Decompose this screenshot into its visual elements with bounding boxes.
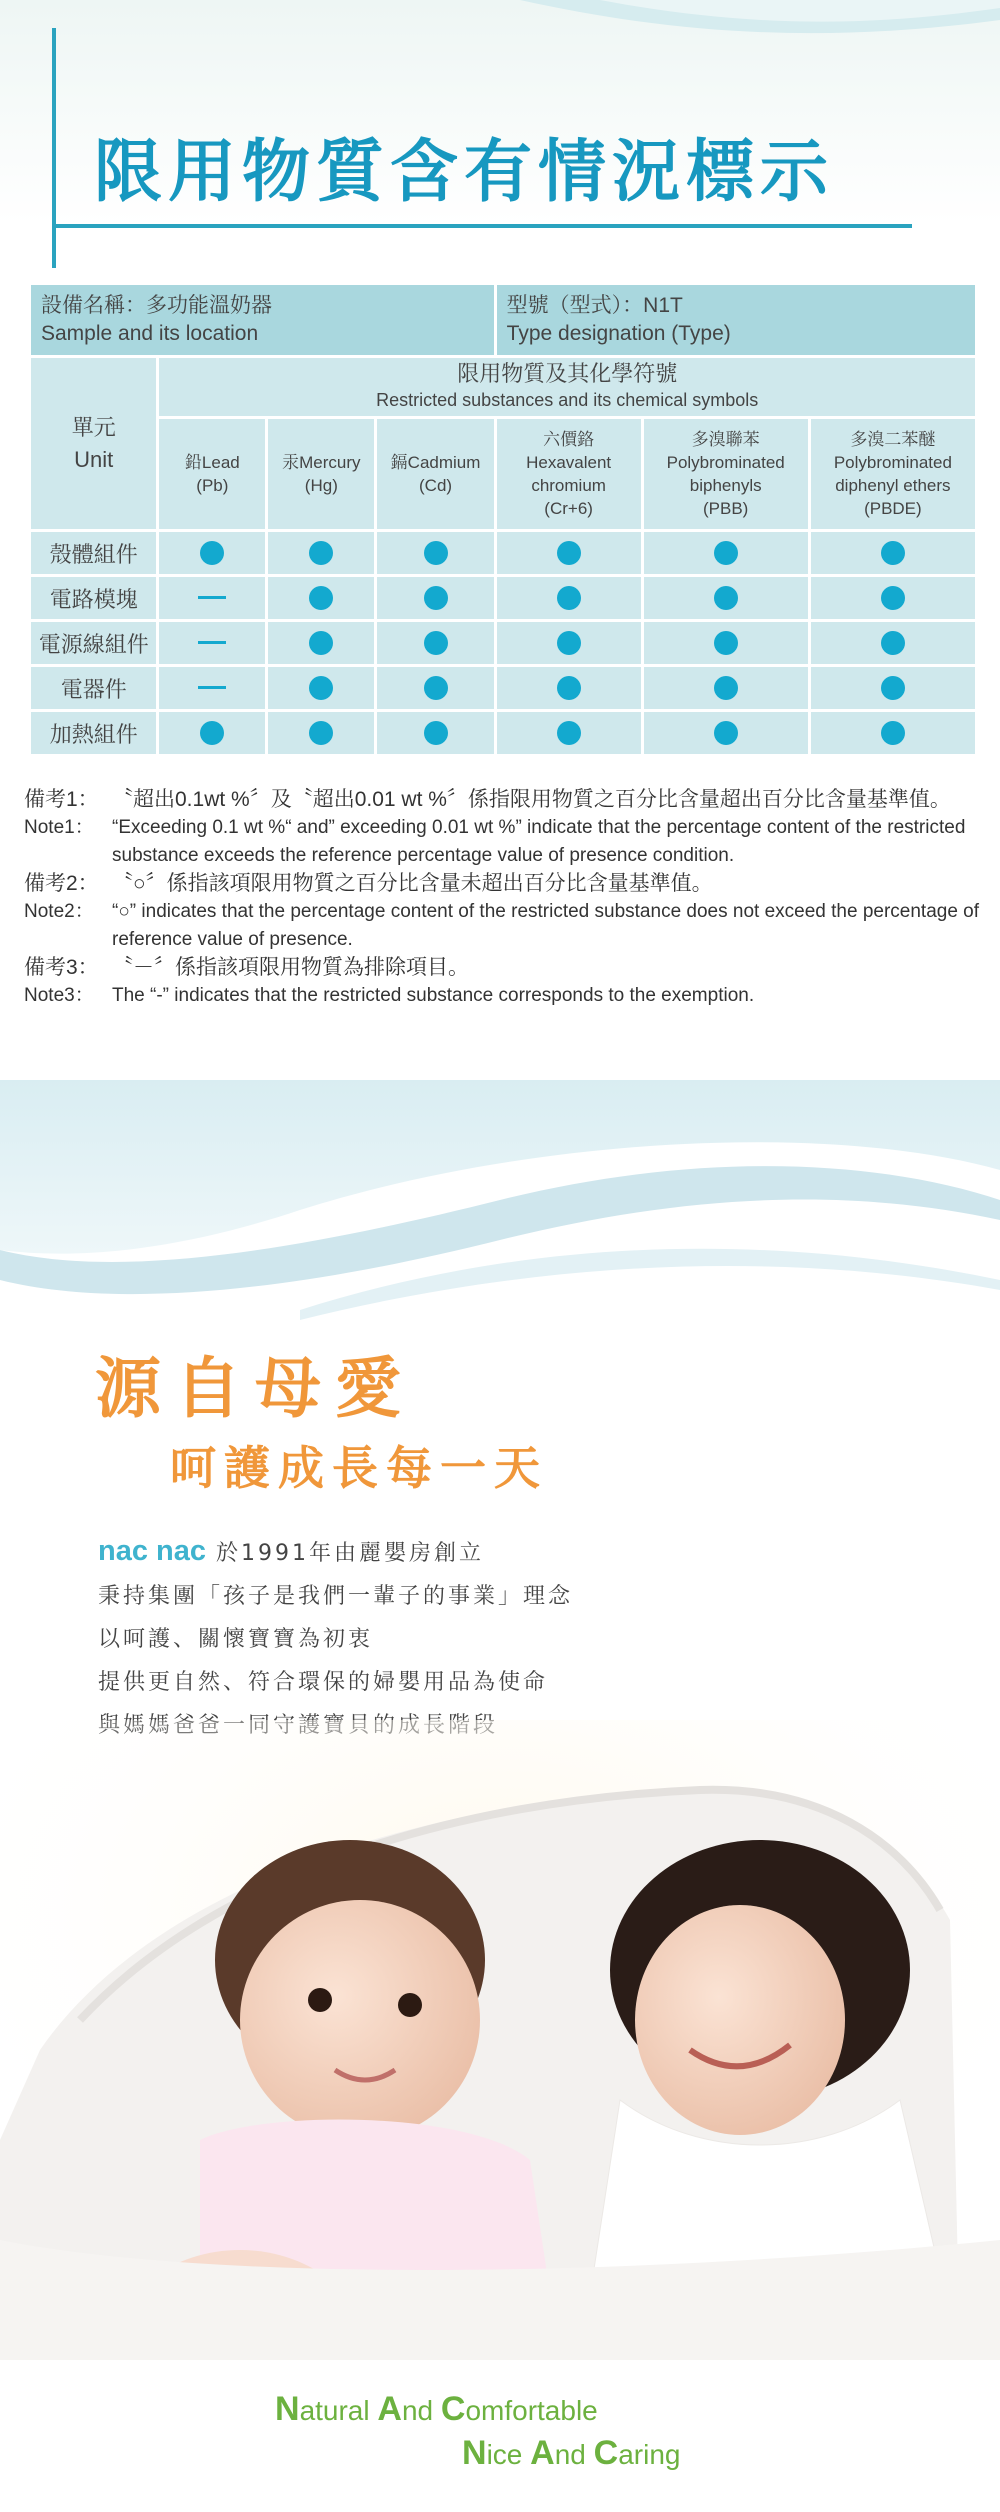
circle-mark-icon (424, 676, 448, 700)
col-pbb-l2: Polybrominated (666, 453, 785, 472)
note3-zh (24, 954, 984, 982)
tag1-n: N (275, 2390, 300, 2428)
table-cell (268, 577, 374, 619)
table-cell (377, 577, 493, 619)
dash-mark-icon (198, 596, 226, 599)
note1-zh-label: 備考1： (24, 788, 99, 811)
title-vertical-line (52, 28, 56, 268)
col-chromium-l3: chromium (531, 476, 606, 495)
col-pbb-l3: biphenyls (689, 476, 762, 495)
title-frame (52, 28, 912, 268)
note2-zh-text: 〝○〞係指該項限用物質之百分比含量未超出百分比含量基準值。 (112, 872, 713, 895)
table-cell (497, 532, 641, 574)
col-lead-l1: 鉛Lead (184, 453, 240, 472)
table-cell (497, 622, 641, 664)
note2-zh (24, 870, 984, 898)
table-cell (268, 622, 374, 664)
circle-mark-icon (881, 676, 905, 700)
circle-mark-icon (200, 541, 224, 565)
col-pbde-l1: 多溴二苯醚 (850, 430, 936, 449)
dash-mark-icon (198, 686, 226, 689)
page-title: 限用物質含有情況標示 (94, 133, 835, 212)
col-pbb-l1: 多溴聯苯 (691, 430, 760, 449)
promo-headline: 源自母愛 (95, 1350, 415, 1427)
tag2-word3: aring (618, 2439, 681, 2470)
note1-en-label: Note1： (24, 817, 94, 838)
device-name-en: Sample and its location (41, 322, 259, 345)
col-pbde-l3: diphenyl ethers (835, 476, 951, 495)
circle-mark-icon (200, 721, 224, 745)
circle-mark-icon (424, 541, 448, 565)
intro-line-3: 以呵護、關懷寶寶為初衷 (98, 1627, 374, 1652)
col-chromium-l1: 六價鉻 (543, 430, 595, 449)
substance-group-zh: 限用物質及其化學符號 (457, 361, 678, 386)
circle-mark-icon (714, 631, 738, 655)
table-cell (159, 532, 265, 574)
col-header-chromium (497, 419, 641, 529)
circle-mark-icon (714, 676, 738, 700)
col-header-cadmium (377, 419, 493, 529)
col-header-lead (159, 419, 265, 529)
device-model-cell (497, 285, 975, 355)
tag2-a: A (530, 2434, 555, 2472)
row-label: 電器件 (31, 667, 156, 709)
title-underline (52, 224, 912, 228)
note2-en-text: “○” indicates that the percentage content of the restricted substance does not exceed the percentage of reference value of presence. (112, 901, 980, 950)
brand-intro (98, 1530, 573, 1747)
circle-mark-icon (714, 541, 738, 565)
col-lead-l2: (Pb) (196, 476, 229, 495)
tag2-word2: nd (554, 2439, 594, 2470)
table-cell (644, 577, 808, 619)
table-row (31, 622, 975, 664)
col-cadmium-l2: (Cd) (419, 476, 453, 495)
tag2-n: N (462, 2434, 487, 2472)
table-cell (811, 532, 975, 574)
table-cell (377, 622, 493, 664)
row-label: 電源線組件 (31, 622, 156, 664)
circle-mark-icon (424, 721, 448, 745)
promo-subheadline: 呵護成長每一天 (170, 1441, 548, 1495)
note1-zh-text: 〝超出0.1wt %〞及〝超出0.01 wt %〞係指限用物質之百分比含量超出百分比含量基準值。 (112, 788, 951, 811)
note3-zh-text: 〝－〞係指該項限用物質為排除項目。 (112, 956, 469, 979)
table-cell (811, 667, 975, 709)
table-row (31, 532, 975, 574)
circle-mark-icon (557, 541, 581, 565)
col-pbde-l4: (PBDE) (864, 499, 922, 518)
intro-line-2: 秉持集團「孩子是我們一輩子的事業」理念 (98, 1584, 574, 1609)
table-cell (644, 667, 808, 709)
col-chromium-l2: Hexavalent (526, 453, 612, 472)
table-body (31, 532, 975, 754)
substance-group-header (159, 358, 975, 416)
circle-mark-icon (424, 586, 448, 610)
row-label: 殼體組件 (31, 532, 156, 574)
substance-group-en: Restricted substances and its chemical symbols (376, 390, 759, 410)
table-cell (811, 622, 975, 664)
note2-zh-label: 備考2： (24, 872, 99, 895)
restricted-substance-table (28, 282, 978, 757)
col-pbb-l4: (PBB) (703, 499, 749, 518)
unit-header (31, 358, 156, 529)
table-cell (811, 712, 975, 754)
dash-mark-icon (198, 641, 226, 644)
circle-mark-icon (881, 721, 905, 745)
col-mercury-l2: (Hg) (304, 476, 338, 495)
col-header-mercury (268, 419, 374, 529)
tagline-line-1 (275, 2390, 598, 2429)
table-cell (644, 622, 808, 664)
note2-en-label: Note2： (24, 901, 94, 922)
circle-mark-icon (557, 631, 581, 655)
note3-en-label: Note3： (24, 985, 94, 1006)
note1-en-text: “Exceeding 0.1 wt %“ and” exceeding 0.01 wt %” indicate that the percentage content of the restricted substance exceeds the reference percentage value of presence condition. (112, 817, 966, 866)
circle-mark-icon (714, 721, 738, 745)
circle-mark-icon (557, 676, 581, 700)
table-cell (159, 577, 265, 619)
tag1-word1: atural (299, 2395, 378, 2426)
table-cell (644, 712, 808, 754)
col-header-pbb (644, 419, 808, 529)
col-pbde-l2: Polybrominated (833, 453, 952, 472)
note3-zh-label: 備考3： (24, 956, 99, 979)
circle-mark-icon (557, 721, 581, 745)
circle-mark-icon (881, 541, 905, 565)
table-cell (497, 712, 641, 754)
table-cell (497, 667, 641, 709)
circle-mark-icon (309, 586, 333, 610)
table-row (31, 577, 975, 619)
table-cell (268, 667, 374, 709)
table-cell (268, 532, 374, 574)
note2-en (24, 898, 984, 954)
note1-zh (24, 786, 984, 814)
row-label: 電路模塊 (31, 577, 156, 619)
device-name-zh: 設備名稱：多功能溫奶器 (41, 294, 272, 317)
tag2-word1: ice (486, 2439, 531, 2470)
tag2-c: C (593, 2434, 619, 2472)
note3-en (24, 982, 984, 1010)
tag1-word2: nd (401, 2395, 441, 2426)
device-name-cell (31, 285, 494, 355)
tagline-line-2 (462, 2434, 680, 2473)
table-cell (159, 712, 265, 754)
unit-header-zh: 單元 (71, 414, 116, 440)
intro-line-4: 提供更自然、符合環保的婦嬰用品為使命 (98, 1670, 549, 1695)
table-cell (268, 712, 374, 754)
circle-mark-icon (309, 631, 333, 655)
divider-swoosh (0, 1080, 1000, 1340)
circle-mark-icon (309, 541, 333, 565)
note1-en (24, 814, 984, 870)
table-cell (159, 667, 265, 709)
brand-logo: nac nac (98, 1535, 206, 1567)
table-cell (811, 577, 975, 619)
circle-mark-icon (557, 586, 581, 610)
circle-mark-icon (424, 631, 448, 655)
circle-mark-icon (881, 631, 905, 655)
table-cell (497, 577, 641, 619)
tag1-a: A (377, 2390, 402, 2428)
table-row (31, 712, 975, 754)
table-row (31, 667, 975, 709)
notes-section (24, 786, 984, 1010)
tag1-word3: omfortable (465, 2395, 598, 2426)
circle-mark-icon (309, 676, 333, 700)
device-model-en: Type designation (Type) (506, 322, 731, 345)
col-header-pbde (811, 419, 975, 529)
table-cell (377, 667, 493, 709)
intro-line-1 (98, 1530, 573, 1575)
table-cell (159, 622, 265, 664)
device-model-zh: 型號（型式）：N1T (506, 294, 683, 317)
circle-mark-icon (881, 586, 905, 610)
row-label: 加熱組件 (31, 712, 156, 754)
col-mercury-l1: 汞Mercury (282, 453, 361, 472)
note3-en-text: The “-” indicates that the restricted substance corresponds to the exemption. (112, 985, 755, 1006)
col-chromium-l4: (Cr+6) (544, 499, 593, 518)
circle-mark-icon (309, 721, 333, 745)
table-cell (377, 532, 493, 574)
circle-mark-icon (714, 586, 738, 610)
tag1-c: C (440, 2390, 466, 2428)
table-cell (644, 532, 808, 574)
unit-header-en: Unit (74, 446, 114, 472)
intro-line-1-text: 於1991年由麗嬰房創立 (216, 1541, 484, 1566)
col-cadmium-l1: 鎘Cadmium (390, 453, 481, 472)
table-cell (377, 712, 493, 754)
mother-baby-photo (0, 1720, 1000, 2360)
